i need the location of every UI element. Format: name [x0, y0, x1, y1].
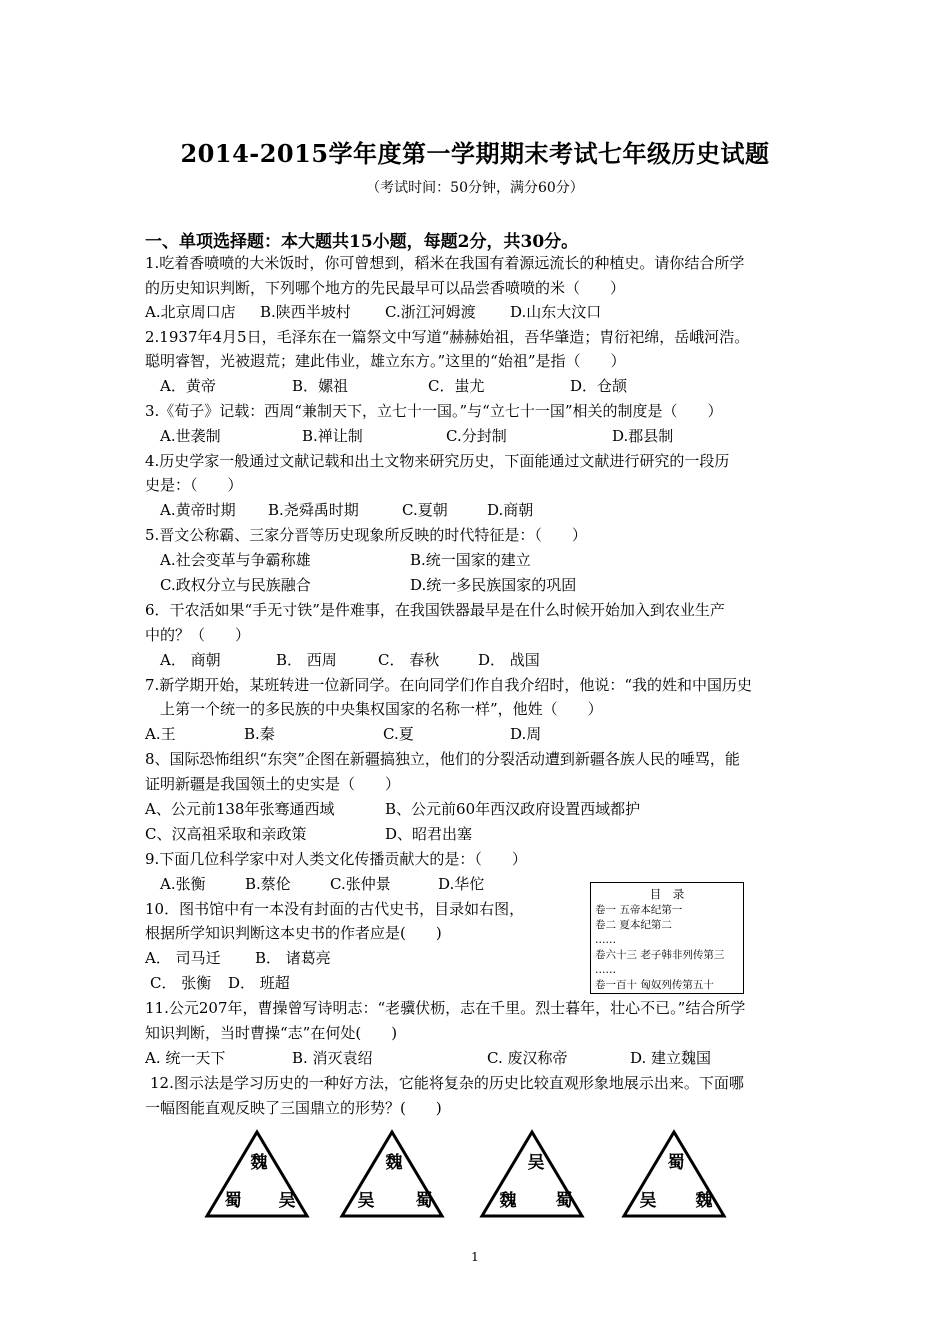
option: A.社会变革与争霸称雄 [160, 551, 311, 569]
option: D． 战国 [478, 651, 540, 669]
option: B.禅让制 [302, 427, 363, 445]
question-line: 3.《荀子》记载：西周“兼制天下，立七十一国。”与“立七十一国”相关的制度是（ ） [145, 402, 723, 420]
option: B.蔡伦 [245, 875, 291, 893]
page-title: 2014-2015学年度第一学期期末考试七年级历史试题 [180, 139, 770, 168]
section-heading: 一、单项选择题：本大题共15小题，每题2分，共30分。 [145, 232, 579, 252]
triangle-top-label: 魏 [385, 1153, 403, 1173]
option: B. 消灭袁绍 [292, 1049, 373, 1067]
option: A．黄帝 [160, 377, 216, 395]
question-line: 10．图书馆中有一本没有封面的古代史书，目录如右图， [145, 900, 525, 918]
option: C.政权分立与民族融合 [160, 576, 311, 594]
option: D.郡县制 [612, 427, 674, 445]
option: C． 张衡 [150, 974, 212, 992]
question-line: 11.公元207年，曹操曾写诗明志：“老骥伏枥，志在千里。烈士暮年，壮心不已。”结合所学 [145, 999, 746, 1017]
question-line: 6．干农活如果“手无寸铁”是件难事，在我国铁器最早是在什么时候开始加入到农业生产 [145, 601, 725, 619]
toc-item: …… [595, 934, 616, 946]
option: A.张衡 [160, 875, 206, 893]
option: A、公元前138年张骞通西域 [145, 800, 335, 818]
option: C. 废汉称帝 [487, 1049, 568, 1067]
option: A.黄帝时期 [160, 501, 236, 519]
triangle-top-label: 蜀 [667, 1153, 685, 1173]
question-line: 上第一个统一的多民族的中央集权国家的名称一样”，他姓（ ） [160, 700, 603, 718]
triangle-left-label: 蜀 [224, 1191, 242, 1211]
option: B、公元前60年西汉政府设置西域都护 [385, 800, 641, 818]
option: A.世袭制 [160, 427, 221, 445]
option: A. 统一天下 [145, 1049, 226, 1067]
question-line: 9.下面几位科学家中对人类文化传播贡献大的是：（ ） [145, 850, 527, 868]
option: C．蚩尤 [428, 377, 485, 395]
question-line: 根据所学知识判断这本史书的作者应是( ) [145, 924, 442, 942]
triangle-left-label: 魏 [499, 1191, 517, 1211]
triangle-right-label: 蜀 [415, 1191, 433, 1211]
option: D.商朝 [487, 501, 534, 519]
page-number: 1 [471, 1250, 479, 1264]
option: B． 西周 [276, 651, 337, 669]
option: D.山东大汶口 [510, 303, 602, 321]
option: D. 建立魏国 [630, 1049, 712, 1067]
triangle-diagram-b [338, 1128, 446, 1220]
triangle-right-label: 魏 [695, 1191, 713, 1211]
option: A． 司马迁 [145, 949, 221, 967]
triangle-left-label: 吴 [639, 1191, 657, 1211]
toc-title: 目 录 [649, 887, 685, 901]
triangle-diagram-c [478, 1128, 586, 1220]
triangle-diagram-a [203, 1128, 311, 1220]
toc-item: …… [595, 964, 616, 976]
question-line: 史是：（ ） [145, 476, 243, 494]
option: C． 春秋 [378, 651, 440, 669]
triangle-right-label: 蜀 [555, 1191, 573, 1211]
toc-item: 卷六十三 老子韩非列传第三 [595, 949, 725, 961]
question-line: 8、国际恐怖组织“东突”企图在新疆搞独立，他们的分裂活动遭到新疆各族人民的唾骂，能 [145, 750, 740, 768]
option: C、汉高祖采取和亲政策 [145, 825, 307, 843]
question-line: 知识判断，当时曹操“志”在何处( ) [145, 1024, 398, 1042]
option: C.浙江河姆渡 [385, 303, 476, 321]
triangle-top-label: 吴 [527, 1153, 545, 1173]
option: D．仓颉 [570, 377, 628, 395]
triangle-left-label: 吴 [357, 1191, 375, 1211]
option: C.夏朝 [402, 501, 448, 519]
question-line: 5.晋文公称霸、三家分晋等历史现象所反映的时代特征是：（ ） [145, 526, 587, 544]
question-line: 聪明睿智，光被遐荒；建此伟业，雄立东方。”这里的“始祖”是指（ ） [145, 352, 626, 370]
option: A.北京周口店 [145, 303, 236, 321]
option: A． 商朝 [160, 651, 221, 669]
triangle-top-label: 魏 [250, 1153, 268, 1173]
question-line: 中的？（ ） [145, 626, 251, 644]
option: B． 诸葛亮 [255, 949, 331, 967]
option: D.统一多民族国家的巩固 [410, 576, 577, 594]
table-of-contents-box [590, 882, 744, 994]
question-line: 的历史知识判断，下列哪个地方的先民最早可以品尝香喷喷的米（ ） [145, 279, 626, 297]
option: D.周 [510, 725, 542, 743]
triangle-right-label: 吴 [278, 1191, 296, 1211]
option: B.秦 [244, 725, 275, 743]
option: B.尧舜禹时期 [268, 501, 359, 519]
option: C.夏 [383, 725, 414, 743]
option: B.统一国家的建立 [410, 551, 531, 569]
question-line: 2.1937年4月5日，毛泽东在一篇祭文中写道“赫赫始祖，吾华肇造；胄衍祀绵，岳峨河浩。 [145, 328, 750, 346]
question-line: 4.历史学家一般通过文献记载和出土文物来研究历史，下面能通过文献进行研究的一段历 [145, 452, 730, 470]
toc-item: 卷一 五帝本纪第一 [595, 904, 683, 916]
option: B．嫘祖 [292, 377, 349, 395]
option: D、昭君出塞 [385, 825, 473, 843]
option: B.陕西半坡村 [260, 303, 351, 321]
exam-subtitle: （考试时间：50分钟，满分60分） [366, 180, 584, 196]
question-line: 7.新学期开始，某班转进一位新同学。在向同学们作自我介绍时，他说：“我的姓和中国历史 [145, 676, 752, 694]
option: D． 班超 [228, 974, 290, 992]
toc-item: 卷二 夏本纪第二 [595, 919, 672, 931]
toc-item: 卷一百十 匈奴列传第五十 [595, 979, 714, 991]
option: A.王 [145, 725, 176, 743]
question-line: 12.图示法是学习历史的一种好方法，它能将复杂的历史比较直观形象地展示出来。下面哪 [150, 1074, 744, 1092]
question-line: 证明新疆是我国领土的史实是（ ） [145, 775, 401, 793]
question-line: 一幅图能直观反映了三国鼎立的形势？( ) [145, 1099, 442, 1117]
option: D.华佗 [438, 875, 485, 893]
option: C.张仲景 [330, 875, 391, 893]
triangle-diagram-d [620, 1128, 728, 1220]
question-line: 1.吃着香喷喷的大米饭时，你可曾想到，稻米在我国有着源远流长的种植史。请你结合所学 [145, 254, 745, 272]
option: C.分封制 [446, 427, 507, 445]
